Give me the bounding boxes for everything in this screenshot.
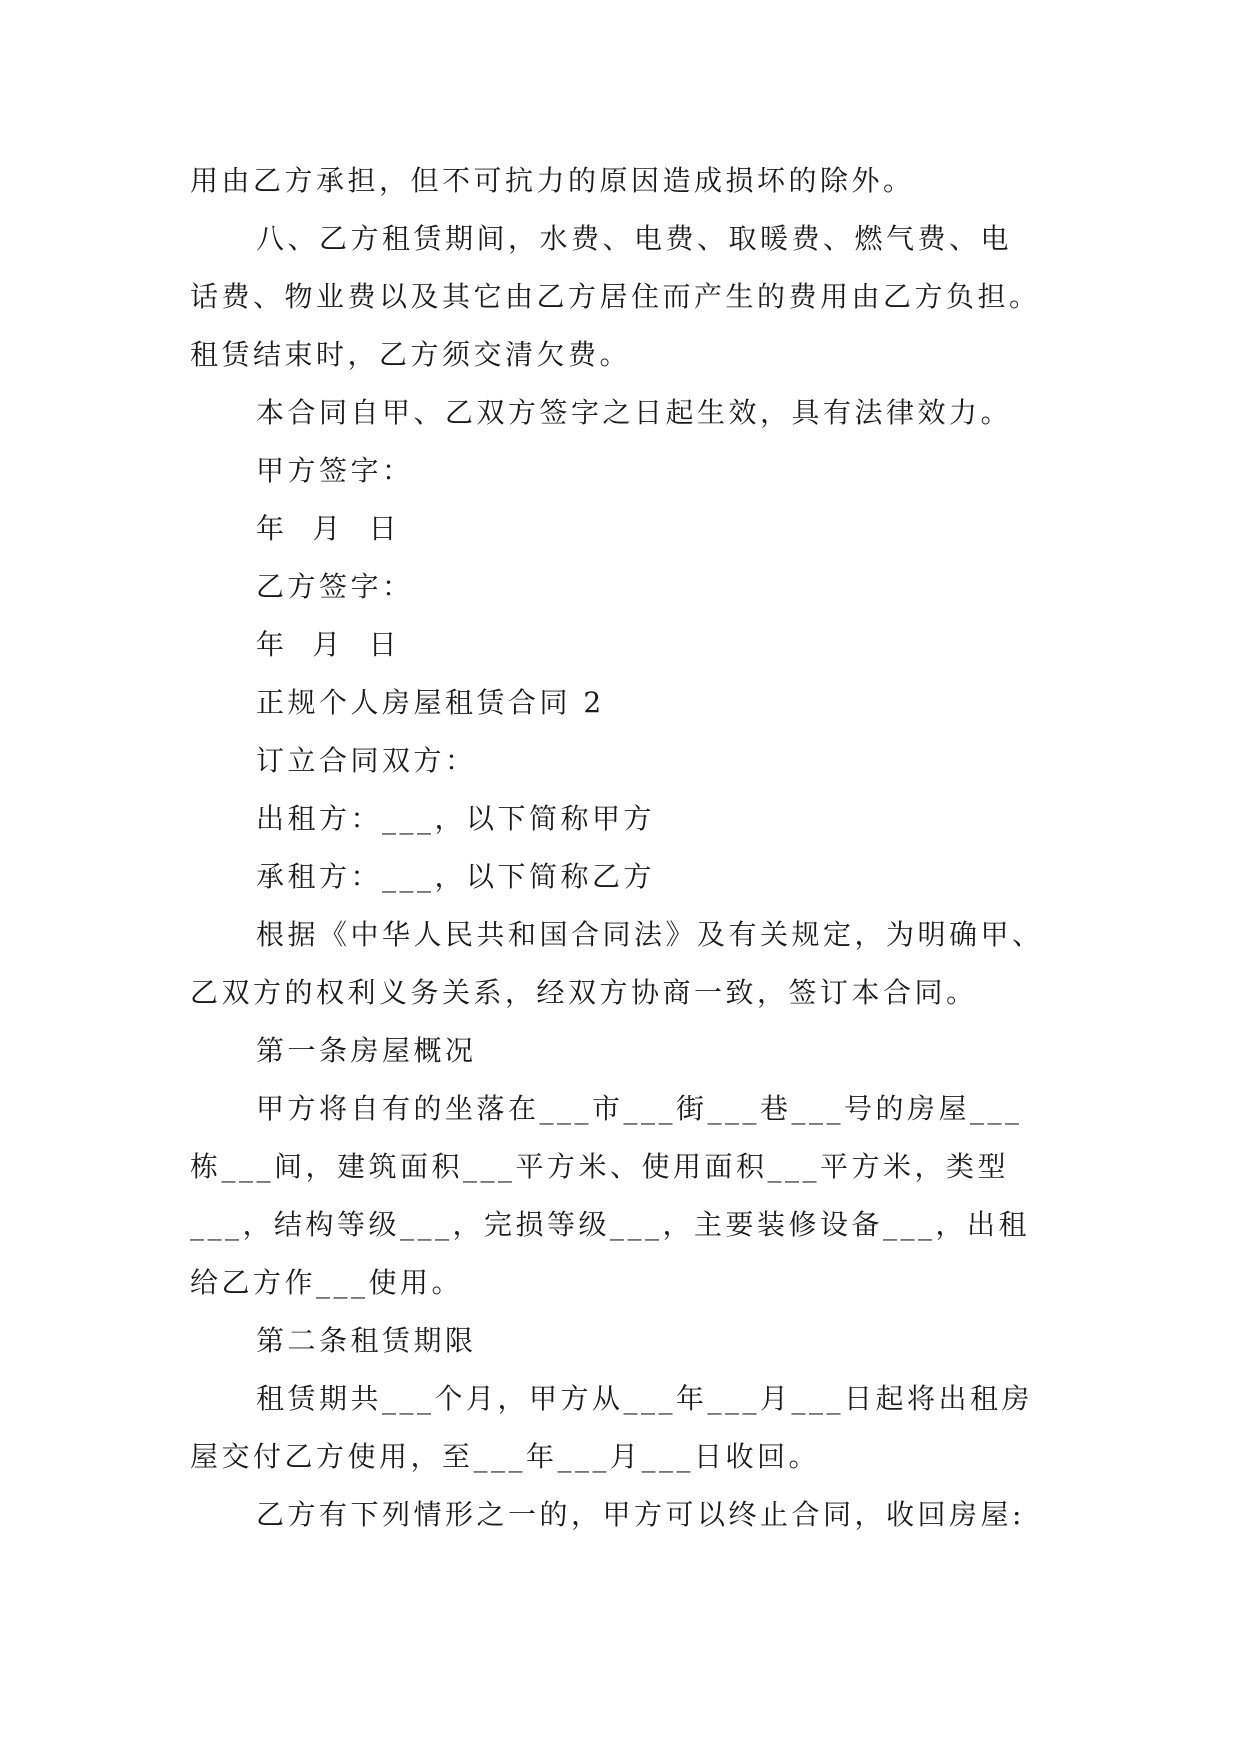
signature-label-party-a: 甲方签字： bbox=[256, 454, 414, 487]
text-line: 屋交付乙方使用，至___年___月___日收回。 bbox=[190, 1440, 821, 1473]
text-line: 甲方将自有的坐落在___市___街___巷___号的房屋___ bbox=[256, 1092, 1023, 1125]
text-line: 乙方有下列情形之一的，甲方可以终止合同，收回房屋: bbox=[256, 1498, 1025, 1531]
document-body bbox=[190, 152, 1090, 1544]
text-line: 租赁期共___个月，甲方从___年___月___日起将出租房 bbox=[256, 1382, 1034, 1415]
text-line: 乙双方的权利义务关系，经双方协商一致，签订本合同。 bbox=[190, 976, 978, 1009]
text-line: 给乙方作___使用。 bbox=[190, 1266, 464, 1299]
text-line: 订立合同双方： bbox=[256, 744, 477, 777]
text-line: 租赁结束时，乙方须交清欠费。 bbox=[190, 338, 632, 371]
date-line: 年 月 日 bbox=[256, 628, 401, 661]
section-title: 正规个人房屋租赁合同 2 bbox=[256, 686, 605, 719]
text-line: 话费、物业费以及其它由乙方居住而产生的费用由乙方负担。 bbox=[190, 280, 1041, 313]
signature-label-party-b: 乙方签字： bbox=[256, 570, 414, 603]
text-line: 根据《中华人民共和国合同法》及有关规定，为明确甲、 bbox=[256, 918, 1044, 951]
text-line: 八、乙方租赁期间，水费、电费、取暖费、燃气费、电 bbox=[256, 222, 1013, 255]
text-line: ___，结构等级___，完损等级___，主要装修设备___，出租 bbox=[190, 1208, 1031, 1241]
article-heading: 第二条租赁期限 bbox=[256, 1324, 477, 1357]
text-line: 栋___间，建筑面积___平方米、使用面积___平方米，类型 bbox=[190, 1150, 1010, 1183]
date-line: 年 月 日 bbox=[256, 512, 401, 545]
lessor-line: 出租方：___，以下简称甲方 bbox=[256, 802, 656, 835]
article-heading: 第一条房屋概况 bbox=[256, 1034, 477, 1067]
text-line: 本合同自甲、乙双方签字之日起生效，具有法律效力。 bbox=[256, 396, 1013, 429]
text-line: 用由乙方承担，但不可抗力的原因造成损坏的除外。 bbox=[190, 164, 915, 197]
lessee-line: 承租方：___，以下简称乙方 bbox=[256, 860, 656, 893]
